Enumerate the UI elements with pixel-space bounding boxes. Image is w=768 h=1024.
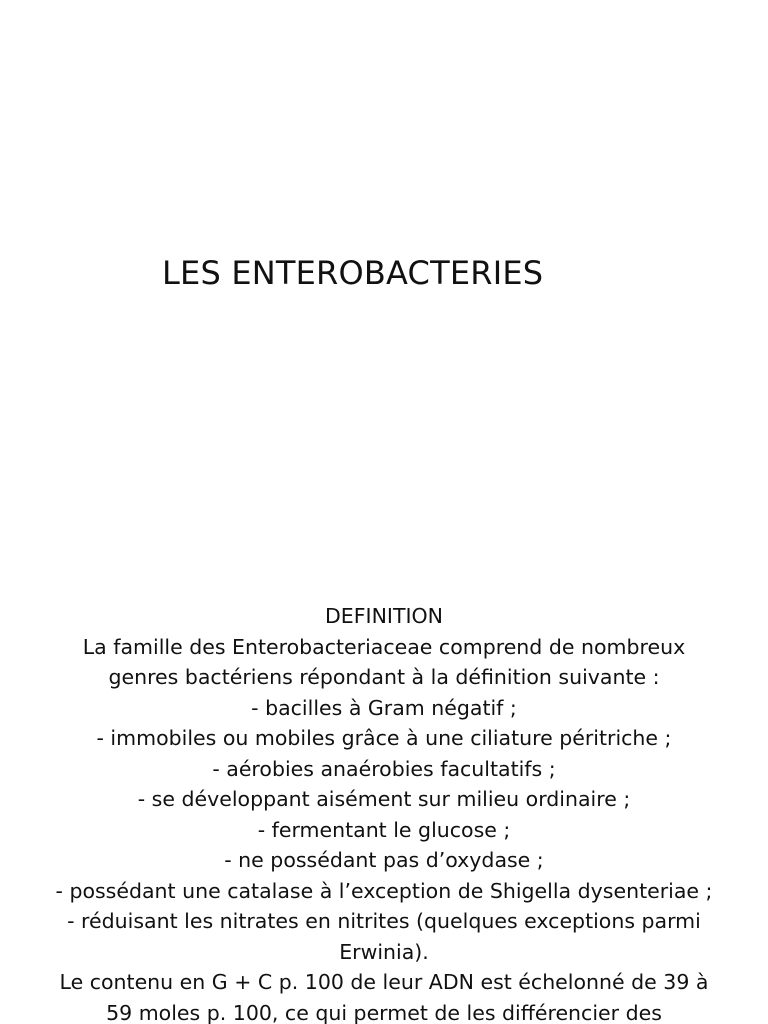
list-item: - fermentant le glucose ; bbox=[257, 817, 511, 842]
text-line: 59 moles p. 100, ce qui permet de les différencier des bbox=[106, 1000, 662, 1024]
text-line: La famille des Enterobacteriaceae comprend de nombreux bbox=[82, 634, 686, 659]
list-item: - immobiles ou mobiles grâce à une ciliature péritriche ; bbox=[96, 726, 672, 750]
section-heading: DEFINITION bbox=[325, 604, 443, 628]
list-item: - se développant aisément sur milieu ordinaire ; bbox=[137, 787, 631, 811]
definition-section bbox=[0, 601, 768, 1024]
list-item: - possédant une catalase à l’exception de Shigella dysenteriae ; bbox=[55, 878, 713, 903]
text-line: Le contenu en G + C p. 100 de leur ADN est échelonné de 39 à bbox=[59, 970, 709, 994]
list-item: - aérobies anaérobies facultatifs ; bbox=[212, 756, 556, 781]
text-line: genres bactériens répondant à la définition suivante : bbox=[108, 665, 660, 689]
list-item: - ne possédant pas d’oxydase ; bbox=[224, 848, 544, 872]
text-line: Erwinia). bbox=[339, 939, 429, 964]
page-title: LES ENTEROBACTERIES bbox=[162, 254, 544, 292]
list-item: - réduisant les nitrates en nitrites (quelques exceptions parmi bbox=[67, 909, 701, 933]
list-item: - bacilles à Gram négatif ; bbox=[251, 695, 517, 720]
